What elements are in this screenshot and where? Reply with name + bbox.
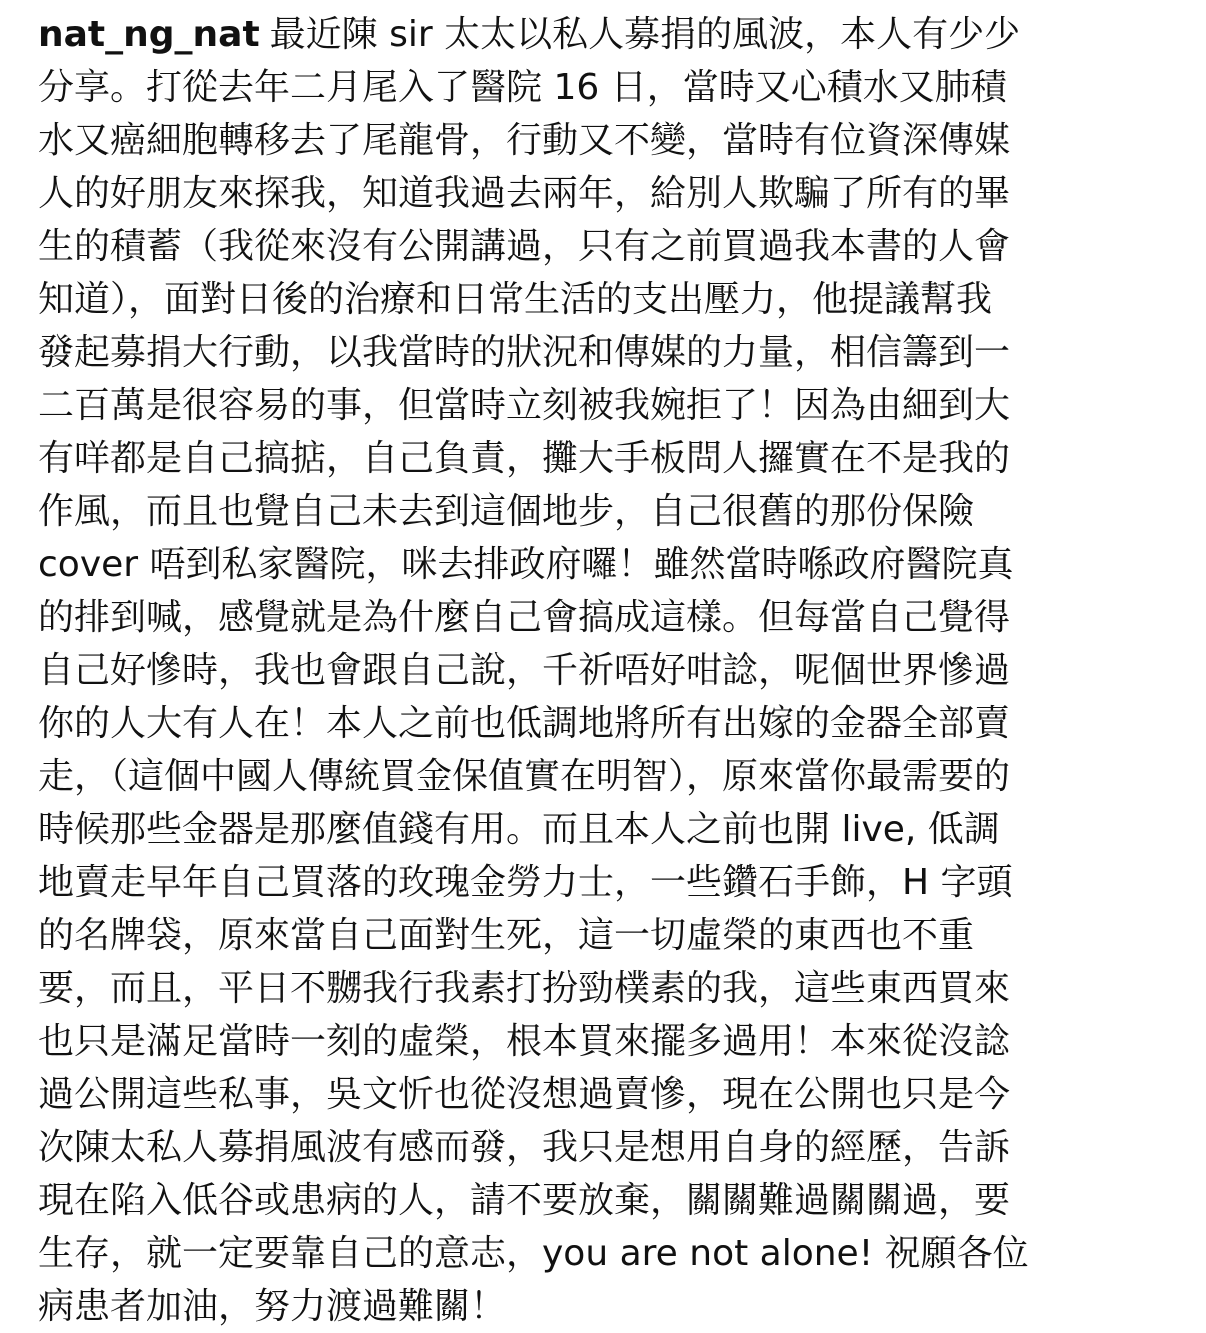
caption-line: 的名牌袋，原來當自己面對生死，這一切虛榮的東西也不重 — [38, 915, 975, 956]
caption-line: 的排到喊，感覺就是為什麼自己會搞成這樣。但每當自己覺得 — [38, 597, 1011, 638]
caption-line: 你的人大有人在！本人之前也低調地將所有出嫁的金器全部賣 — [38, 703, 1011, 744]
caption-line: 人的好朋友來探我，知道我過去兩年，給別人欺騙了所有的畢 — [38, 173, 1011, 214]
caption-line: 二百萬是很容易的事，但當時立刻被我婉拒了！因為由細到大 — [38, 385, 1011, 426]
caption-line: 知道），面對日後的治療和日常生活的支出壓力，他提議幫我 — [38, 279, 993, 320]
caption-line: 分享。打從去年二月尾入了醫院 16 日，當時又心積水又肺積 — [38, 67, 1007, 108]
username-link[interactable]: nat_ng_nat — [38, 14, 260, 55]
caption-line: 走，（這個中國人傳統買金保值實在明智），原來當你最需要的 — [38, 756, 1011, 797]
caption-line: 現在陷入低谷或患病的人，請不要放棄，關關難過關關過，要 — [38, 1180, 1011, 1221]
caption-line: 時候那些金器是那麼值錢有用。而且本人之前也開 live, 低調 — [38, 809, 1000, 850]
caption-line: 作風，而且也覺自己未去到這個地步，自己很舊的那份保險 — [38, 491, 975, 532]
caption-line: 自己好慘時，我也會跟自己說，千祈唔好咁諗，呢個世界慘過 — [38, 650, 1011, 691]
caption-line: 水又癌細胞轉移去了尾龍骨，行動又不變，當時有位資深傳媒 — [38, 120, 1011, 161]
caption-line: 生存，就一定要靠自己的意志，you are not alone! 祝願各位 — [38, 1233, 1029, 1274]
caption-line: 也只是滿足當時一刻的虛榮，根本買來擺多過用！本來從沒諗 — [38, 1021, 1011, 1062]
caption-line: 要，而且，平日不嬲我行我素打扮勁樸素的我，這些東西買來 — [38, 968, 1011, 1009]
caption-line: cover 唔到私家醫院，咪去排政府囉！雖然當時喺政府醫院真 — [38, 544, 1014, 585]
caption-line — [38, 8, 1178, 61]
caption-line: 病患者加油，努力渡過難關！ — [38, 1286, 507, 1327]
caption-line: 過公開這些私事，吳文忻也從沒想過賣慘，現在公開也只是今 — [38, 1074, 1011, 1115]
caption-line: 有咩都是自己搞掂，自己負責，攤大手板問人攞實在不是我的 — [38, 438, 1011, 479]
caption-line: 生的積蓄（我從來沒有公開講過，只有之前買過我本書的人會 — [38, 226, 1011, 267]
caption-line: 發起募捐大行動，以我當時的狀況和傳媒的力量，相信籌到一 — [38, 332, 1011, 373]
post-caption — [38, 8, 1178, 1333]
caption-line: 地賣走早年自己買落的玫瑰金勞力士，一些鑽石手飾，H 字頭 — [38, 862, 1013, 903]
caption-text: 最近陳 sir 太太以私人募捐的風波，本人有少少 — [269, 14, 1021, 55]
caption-line: 次陳太私人募捐風波有感而發，我只是想用自身的經歷，告訴 — [38, 1127, 1011, 1168]
